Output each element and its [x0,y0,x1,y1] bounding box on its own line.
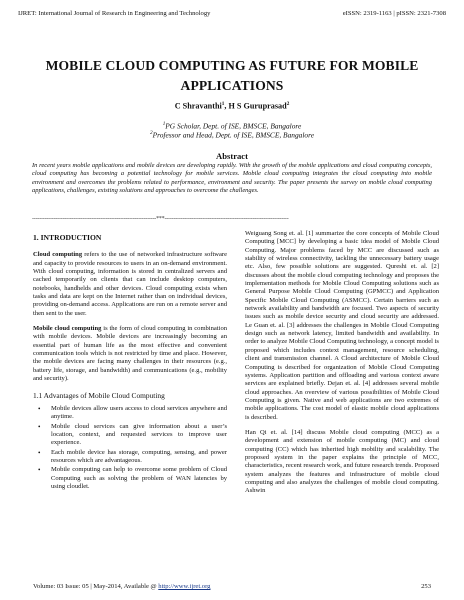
page-number: 253 [421,583,431,590]
author-2-marker: 2 [286,101,290,107]
intro-paragraph-2 [33,325,227,383]
affiliation-2-text: Professor and Head, Dept. of ISE, BMSCE, Bangalore [152,130,314,140]
section-1-heading: 1. INTRODUCTION [33,233,102,242]
bullet-icon: • [38,448,41,457]
title-line-2: APPLICATIONS [180,78,284,93]
running-header [14,8,450,20]
journal-name: IJRET: International Journal of Research in Engineering and Technology [18,10,211,17]
author-separator: , [224,101,229,111]
bullet-icon: • [38,466,41,475]
list-item [38,404,227,422]
list-item-text: Mobile devices allow users access to cloud services anywhere and anytime. [51,404,227,421]
intro-paragraph-1-lead: Cloud computing [33,251,83,259]
related-work-paragraph-2: Han Qi et. al. [14] discuss Mobile cloud computing (MCC) as a development and extension of mobile computing (MC) and cloud computing (CC) which has inherited high mobility and scalability. The proposed system in the paper explains the principle of MCC, characteristics, recent research work, and future research trends. Proposed system analyzes the features and infrastructure of mobile cloud computing and also analyzes the challenges of mobile cloud computing. Ashwin [245,428,439,495]
list-item-text: Mobile cloud services can give information about a user’s location, context, and requested services to improve user experience. [51,422,227,447]
affiliation-2-marker: 2 [149,130,153,136]
advantages-list [33,405,227,491]
authors [0,101,464,111]
list-item [38,448,227,466]
paper-title [40,56,424,96]
author-2: H S Guruprasad [228,101,287,111]
affiliation-2 [0,130,464,139]
title-line-1: MOBILE CLOUD COMPUTING AS FUTURE FOR MOBILE [45,58,419,73]
affiliation-1-marker: 1 [162,121,166,127]
affiliation-1-text: PG Scholar, Dept. of ISE, BMSCE, Bangalore [165,121,302,131]
intro-paragraph-2-body: is the form of cloud computing in combination with mobile devices. Mobile devices are increasingly becoming an essential part of human life as the most effective and convenient communication tools which is not restricted by time and place. However, the mobile devices are facing many challenges in their resources (e.g., battery life, storage, and bandwidth) and communications (e.g., mobility and security). [33,325,227,383]
section-divider: ---------------------------------------------------------------------***--------------------------------------------------------------------- [32,216,289,222]
abstract-text: In recent years mobile applications and mobile devices are developing rapidly. With the growth of the mobile applications and cloud computing concepts, cloud computing has becoming a potential technology for mobile services. Mobile cloud computing integrates the cloud computing into mobile environment and overcomes the problems related to performance, environment and security. The paper presents the survey on mobile cloud computing applications, challenges, existing solutions and approaches to overcome the challenges. [32,162,432,195]
intro-paragraph-2-lead: Mobile cloud computing [33,325,102,333]
page-footer [33,583,431,590]
bullet-icon: • [38,404,41,413]
author-1: C Shravanthi [174,101,222,111]
list-item [38,422,227,448]
issn: eISSN: 2319-1163 | pISSN: 2321-7308 [342,10,446,17]
list-item-text: Each mobile device has storage, computing, sensing, and power resources which are advantageous. [51,448,227,464]
footer-volume: Volume: 03 Issue: 05 | May-2014, Available @ [33,583,159,590]
left-column [33,234,227,492]
footer-url-link[interactable]: http://www.ijret.org [158,583,211,590]
right-column [245,230,439,503]
abstract-heading: Abstract [216,151,248,161]
related-work-paragraph-1: Weiguang Song et. al. [1] summarize the core concepts of Mobile Cloud Computing [MCC] by developing a basic idea model of Mobile Cloud Computing. Major problems faced by MCC are discussed such as stability of wireless connectivity, tackling the unnecessary battery usage etc. Also, few possible solutions are suggested. Qureshi et. al. [2] discusses about the mobile cloud computing technology and proposes the implementation methods for Mobile Cloud Computing solutions such as General Purpose Mobile Cloud Computing (GPMCC) and Application Specific Mobile Cloud Computing (ASMCC). Certain barriers such as network availability and bandwidth are focused. Two aspects of security issues such as mobile device security and cloud security are addressed. Le Guan et. al. [3] addresses the challenges in Mobile Cloud Computing design such as network latency, limited bandwidth and availability. In order to analyze Mobile Cloud Computing technology, a concept model is proposed which includes context management, resource scheduling, client and transmission channel. A Cloud architecture of Mobile Cloud Computing is described for organization of Mobile Cloud Computing systems. Application partition and offloading and various context aware services are explained briefly. Dejan et. al. [4] addresses several mobile cloud approaches. An overview of various possibilities of Mobile Cloud Computing is given. Native and web applications are two extremes of mobile applications. The cost model of elastic mobile cloud applications is described. [245,230,439,421]
section-1-1-heading: 1.1 Advantages of Mobile Cloud Computing [33,390,165,400]
intro-paragraph-1 [33,251,227,318]
list-item [38,466,227,491]
intro-paragraph-1-body: refers to the use of networked infrastructure software and capacity to provide resources to users in an on-demand environment. With cloud computing, information is stored in centralized servers and cached temporarily on clients that can include desktop computers, notebooks, handhelds and other devices. Cloud computing exists when tasks and data are kept on the Internet rather than on individual devices, providing on-demand access. Applications are run on a remote server and then sent to the user. [33,251,227,317]
list-item-text: Mobile computing can help to overcome some problem of Cloud Computing such as solving the problem of WAN latencies by using cloudlet. [51,466,227,490]
bullet-icon: • [38,422,41,431]
author-1-marker: 1 [221,101,225,107]
